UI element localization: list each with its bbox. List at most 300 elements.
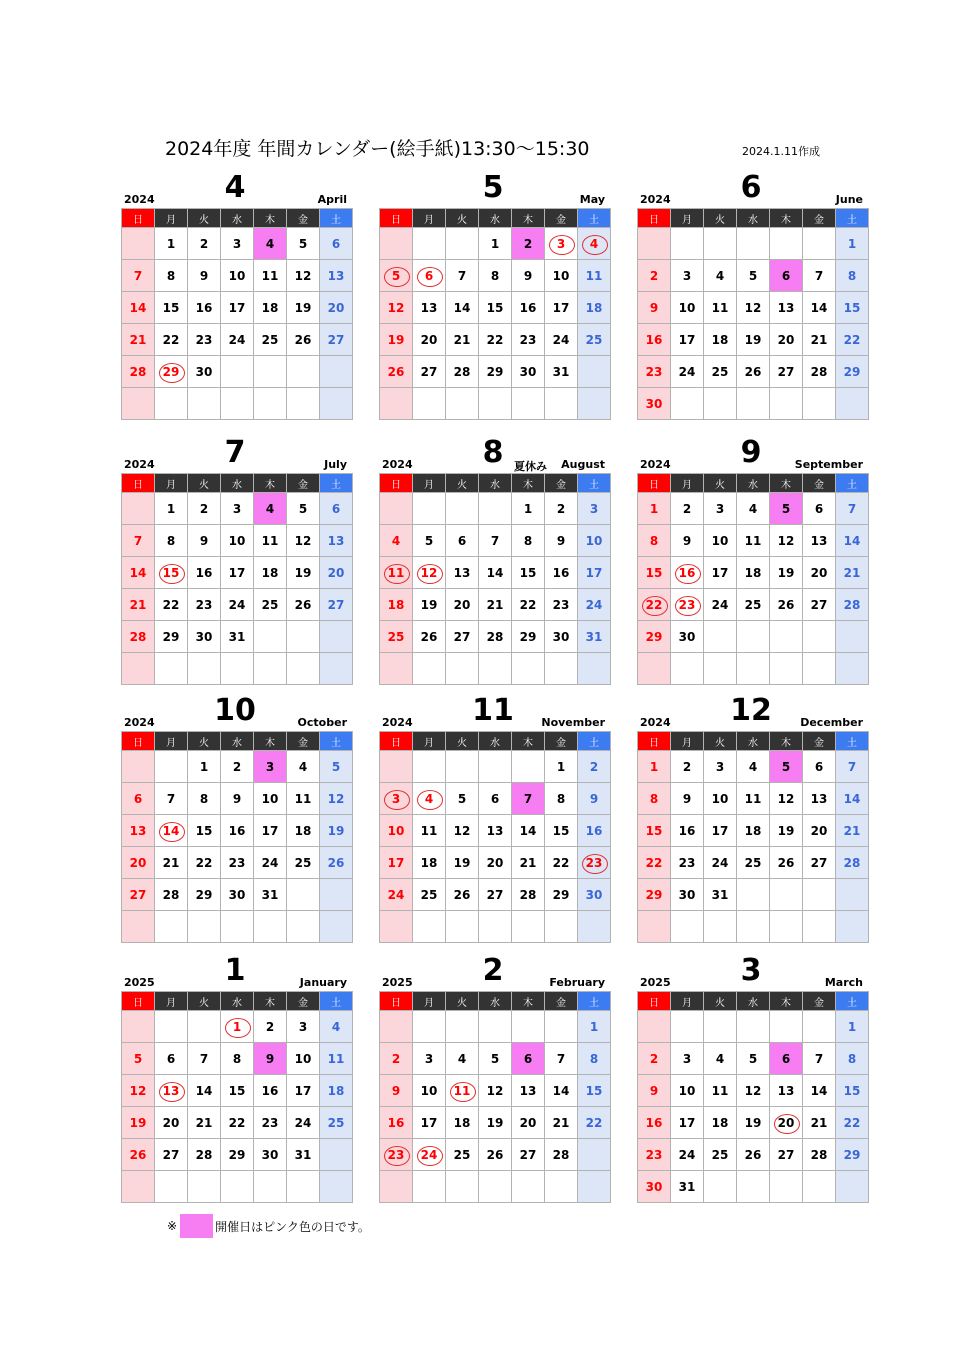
day-number: 5: [298, 501, 308, 516]
day-cell: [221, 557, 254, 589]
day-cell: [380, 1075, 413, 1107]
empty-cell: [413, 1011, 446, 1043]
week-row: [638, 356, 869, 388]
day-number: 4: [298, 759, 308, 774]
day-cell: [671, 292, 704, 324]
weekday-label: 火: [704, 474, 737, 493]
empty-cell: [545, 1171, 578, 1203]
empty-cell: [578, 356, 611, 388]
month-november: [379, 693, 607, 943]
note-mark: ※: [167, 1219, 178, 1233]
day-cell: [671, 815, 704, 847]
day-number: 1: [523, 501, 533, 516]
day-cell: [803, 751, 836, 783]
day-number: 30: [678, 887, 696, 902]
weekday-label: 火: [188, 732, 221, 751]
month-header: [379, 693, 607, 731]
circled-day-number: 5: [391, 268, 401, 283]
week-row: [380, 388, 611, 420]
weekday-label: 木: [512, 732, 545, 751]
day-number: 27: [777, 1147, 795, 1162]
day-cell: [155, 879, 188, 911]
day-cell: [446, 847, 479, 879]
day-number: 16: [195, 300, 213, 315]
weekday-label: 金: [287, 992, 320, 1011]
day-cell: [320, 260, 353, 292]
empty-cell: [737, 388, 770, 420]
day-cell: [287, 1043, 320, 1075]
day-number: 24: [678, 364, 696, 379]
weekday-label: 火: [704, 992, 737, 1011]
day-cell: [380, 1107, 413, 1139]
day-cell: [836, 228, 869, 260]
week-row: [122, 847, 353, 879]
day-cell: [413, 589, 446, 621]
day-cell: [770, 493, 803, 525]
day-cell: [287, 815, 320, 847]
day-cell: [671, 621, 704, 653]
day-number: 9: [199, 268, 209, 283]
empty-cell: [287, 356, 320, 388]
empty-cell: [446, 228, 479, 260]
day-cell: [320, 783, 353, 815]
day-number: 1: [847, 1019, 857, 1034]
week-row: [638, 260, 869, 292]
day-number: 6: [781, 1051, 791, 1066]
day-number: 11: [261, 268, 279, 283]
empty-cell: [287, 388, 320, 420]
day-number: 27: [162, 1147, 180, 1162]
day-number: 22: [486, 332, 504, 347]
weekday-label: 金: [545, 732, 578, 751]
day-number: 24: [228, 332, 246, 347]
day-number: 25: [327, 1115, 345, 1130]
day-number: 12: [744, 300, 762, 315]
empty-cell: [320, 653, 353, 685]
day-cell: [122, 1043, 155, 1075]
day-cell: [221, 1139, 254, 1171]
weekday-label: 金: [803, 474, 836, 493]
day-cell: [770, 525, 803, 557]
day-cell: [122, 847, 155, 879]
circled-day-number: 4: [424, 791, 434, 806]
empty-cell: [704, 1011, 737, 1043]
day-number: 9: [556, 533, 566, 548]
circled-day-number: 4: [589, 236, 599, 251]
day-number: 25: [294, 855, 312, 870]
month-name: June: [835, 193, 863, 206]
day-cell: [188, 324, 221, 356]
day-number: 3: [682, 268, 692, 283]
day-cell: [380, 356, 413, 388]
day-number: 7: [199, 1051, 209, 1066]
day-number: 16: [228, 823, 246, 838]
empty-cell: [578, 653, 611, 685]
empty-cell: [155, 653, 188, 685]
day-number: 24: [387, 887, 405, 902]
day-cell: [413, 879, 446, 911]
day-number: 6: [814, 501, 824, 516]
day-number: 17: [294, 1083, 312, 1098]
day-number: 18: [744, 565, 762, 580]
week-row: [638, 324, 869, 356]
week-row: [122, 589, 353, 621]
month-grid: [379, 991, 611, 1203]
day-cell: [155, 356, 188, 388]
day-number: 8: [649, 791, 659, 806]
month-number: 10: [214, 693, 256, 728]
day-cell: [380, 589, 413, 621]
month-name: February: [549, 976, 605, 989]
day-cell: [578, 1011, 611, 1043]
day-cell: [803, 589, 836, 621]
week-row: [638, 1043, 869, 1075]
day-number: 26: [486, 1147, 504, 1162]
day-cell: [122, 621, 155, 653]
empty-cell: [254, 388, 287, 420]
day-cell: [320, 228, 353, 260]
day-number: 26: [294, 332, 312, 347]
day-cell: [638, 879, 671, 911]
weekday-label: 月: [413, 992, 446, 1011]
pink-swatch: [180, 1214, 213, 1238]
week-row: [122, 228, 353, 260]
day-number: 24: [585, 597, 603, 612]
day-cell: [737, 815, 770, 847]
day-number: 2: [682, 759, 692, 774]
day-cell: [836, 783, 869, 815]
day-cell: [254, 783, 287, 815]
day-cell: [578, 783, 611, 815]
day-cell: [155, 493, 188, 525]
week-row: [122, 356, 353, 388]
empty-cell: [512, 911, 545, 943]
empty-cell: [380, 493, 413, 525]
day-number: 7: [457, 268, 467, 283]
week-row: [380, 783, 611, 815]
day-number: 1: [199, 759, 209, 774]
day-cell: [578, 1043, 611, 1075]
day-cell: [770, 292, 803, 324]
day-number: 30: [585, 887, 603, 902]
weekday-label: 日: [122, 474, 155, 493]
day-cell: [320, 1075, 353, 1107]
weekday-label: 土: [836, 732, 869, 751]
day-cell: [446, 879, 479, 911]
empty-cell: [320, 356, 353, 388]
day-cell: [638, 783, 671, 815]
empty-cell: [737, 1011, 770, 1043]
day-cell: [512, 356, 545, 388]
day-number: 19: [129, 1115, 147, 1130]
day-number: 15: [228, 1083, 246, 1098]
day-cell: [770, 324, 803, 356]
month-number: 7: [224, 435, 246, 470]
day-number: 21: [810, 1115, 828, 1130]
month-header: [637, 170, 865, 208]
weekday-header: [122, 474, 353, 493]
empty-cell: [671, 388, 704, 420]
day-cell: [413, 847, 446, 879]
day-cell: [380, 847, 413, 879]
day-number: 10: [420, 1083, 438, 1098]
day-cell: [578, 879, 611, 911]
empty-cell: [320, 879, 353, 911]
month-name: April: [317, 193, 347, 206]
day-number: 19: [744, 332, 762, 347]
weekday-header: [380, 209, 611, 228]
day-number: 10: [294, 1051, 312, 1066]
day-number: 28: [486, 629, 504, 644]
day-number: 19: [486, 1115, 504, 1130]
day-cell: [287, 783, 320, 815]
weekday-label: 土: [836, 992, 869, 1011]
day-cell: [320, 493, 353, 525]
day-cell: [254, 493, 287, 525]
day-number: 18: [453, 1115, 471, 1130]
day-cell: [545, 356, 578, 388]
month-june: [637, 170, 865, 420]
empty-cell: [446, 388, 479, 420]
day-cell: [545, 324, 578, 356]
day-number: 16: [645, 1115, 663, 1130]
weekday-label: 木: [512, 474, 545, 493]
week-row: [380, 879, 611, 911]
day-cell: [287, 1139, 320, 1171]
day-number: 8: [523, 533, 533, 548]
week-row: [638, 815, 869, 847]
circled-day-number: 22: [645, 597, 663, 612]
weekday-header: [122, 992, 353, 1011]
day-number: 26: [387, 364, 405, 379]
empty-cell: [638, 228, 671, 260]
day-number: 1: [649, 501, 659, 516]
weekday-label: 木: [254, 474, 287, 493]
day-cell: [479, 292, 512, 324]
day-cell: [704, 589, 737, 621]
week-row: [380, 621, 611, 653]
empty-cell: [413, 493, 446, 525]
day-number: 29: [843, 1147, 861, 1162]
day-number: 6: [523, 1051, 533, 1066]
day-cell: [188, 228, 221, 260]
day-number: 21: [810, 332, 828, 347]
day-number: 25: [261, 332, 279, 347]
empty-cell: [512, 751, 545, 783]
week-row: [380, 751, 611, 783]
day-cell: [479, 260, 512, 292]
day-cell: [479, 1107, 512, 1139]
weekday-header: [638, 209, 869, 228]
day-number: 20: [420, 332, 438, 347]
day-cell: [671, 260, 704, 292]
empty-cell: [221, 388, 254, 420]
empty-cell: [221, 1171, 254, 1203]
empty-cell: [413, 653, 446, 685]
day-cell: [770, 815, 803, 847]
empty-cell: [737, 228, 770, 260]
day-cell: [578, 589, 611, 621]
week-row: [380, 815, 611, 847]
weekday-label: 水: [737, 209, 770, 228]
empty-cell: [545, 1011, 578, 1043]
empty-cell: [446, 1171, 479, 1203]
day-number: 22: [228, 1115, 246, 1130]
day-cell: [512, 1107, 545, 1139]
day-cell: [704, 1043, 737, 1075]
month-grid: [379, 208, 611, 420]
week-row: [122, 1139, 353, 1171]
circled-day-number: 16: [678, 565, 696, 580]
day-number: 2: [556, 501, 566, 516]
weekday-label: 水: [479, 992, 512, 1011]
day-cell: [512, 260, 545, 292]
day-number: 7: [133, 268, 143, 283]
weekday-header: [122, 732, 353, 751]
weekday-label: 水: [479, 732, 512, 751]
day-cell: [737, 847, 770, 879]
empty-cell: [512, 653, 545, 685]
day-cell: [512, 879, 545, 911]
day-number: 30: [228, 887, 246, 902]
day-cell: [446, 292, 479, 324]
day-number: 11: [711, 300, 729, 315]
week-row: [122, 557, 353, 589]
month-grid: [379, 473, 611, 685]
day-number: 5: [331, 759, 341, 774]
month-name: January: [299, 976, 347, 989]
day-cell: [671, 1075, 704, 1107]
day-cell: [479, 324, 512, 356]
day-number: 28: [519, 887, 537, 902]
day-cell: [737, 589, 770, 621]
day-number: 22: [552, 855, 570, 870]
circled-day-number: 24: [420, 1147, 438, 1162]
day-cell: [155, 847, 188, 879]
day-number: 5: [457, 791, 467, 806]
day-number: 3: [424, 1051, 434, 1066]
month-header: [379, 953, 607, 991]
day-cell: [704, 356, 737, 388]
week-row: [380, 557, 611, 589]
day-cell: [287, 228, 320, 260]
weekday-label: 月: [671, 209, 704, 228]
day-cell: [803, 356, 836, 388]
day-cell: [704, 783, 737, 815]
day-number: 6: [331, 501, 341, 516]
day-cell: [380, 292, 413, 324]
day-number: 7: [490, 533, 500, 548]
month-december: [637, 693, 865, 943]
day-cell: [122, 260, 155, 292]
empty-cell: [446, 653, 479, 685]
day-cell: [221, 879, 254, 911]
day-cell: [578, 847, 611, 879]
day-number: 12: [294, 533, 312, 548]
empty-cell: [638, 911, 671, 943]
empty-cell: [512, 1171, 545, 1203]
day-number: 12: [744, 1083, 762, 1098]
day-cell: [122, 356, 155, 388]
day-number: 4: [265, 236, 275, 251]
month-august: [379, 435, 607, 685]
day-number: 18: [711, 1115, 729, 1130]
month-grid: [121, 991, 353, 1203]
empty-cell: [770, 879, 803, 911]
empty-cell: [122, 911, 155, 943]
weekday-label: 日: [380, 992, 413, 1011]
day-number: 13: [777, 300, 795, 315]
empty-cell: [380, 388, 413, 420]
weekday-label: 木: [512, 209, 545, 228]
empty-cell: [479, 911, 512, 943]
empty-cell: [380, 1011, 413, 1043]
week-row: [380, 260, 611, 292]
year-label: 2024: [124, 458, 155, 471]
day-number: 13: [327, 268, 345, 283]
day-number: 14: [843, 791, 861, 806]
empty-cell: [380, 911, 413, 943]
day-number: 19: [453, 855, 471, 870]
year-label: 2024: [640, 193, 671, 206]
day-number: 19: [420, 597, 438, 612]
weekday-label: 月: [155, 732, 188, 751]
day-cell: [254, 1011, 287, 1043]
day-number: 3: [715, 501, 725, 516]
day-cell: [188, 1107, 221, 1139]
week-row: [638, 1011, 869, 1043]
day-number: 15: [162, 300, 180, 315]
day-cell: [737, 493, 770, 525]
day-number: 24: [552, 332, 570, 347]
circled-day-number: 11: [387, 565, 405, 580]
day-number: 22: [585, 1115, 603, 1130]
empty-cell: [671, 653, 704, 685]
month-october: [121, 693, 349, 943]
day-cell: [287, 292, 320, 324]
day-cell: [545, 1139, 578, 1171]
day-number: 15: [645, 565, 663, 580]
day-cell: [287, 260, 320, 292]
month-september: [637, 435, 865, 685]
month-july: [121, 435, 349, 685]
day-cell: [254, 847, 287, 879]
empty-cell: [479, 1171, 512, 1203]
day-cell: [671, 525, 704, 557]
day-number: 26: [327, 855, 345, 870]
empty-cell: [122, 388, 155, 420]
day-number: 21: [486, 597, 504, 612]
day-cell: [287, 1075, 320, 1107]
day-cell: [254, 1139, 287, 1171]
day-number: 2: [265, 1019, 275, 1034]
week-row: [638, 1139, 869, 1171]
empty-cell: [803, 911, 836, 943]
day-number: 9: [523, 268, 533, 283]
day-cell: [155, 1139, 188, 1171]
day-cell: [638, 260, 671, 292]
weekday-label: 水: [221, 209, 254, 228]
day-number: 30: [519, 364, 537, 379]
day-cell: [155, 292, 188, 324]
week-row: [122, 621, 353, 653]
day-number: 7: [814, 1051, 824, 1066]
day-cell: [770, 356, 803, 388]
empty-cell: [155, 1171, 188, 1203]
day-number: 10: [711, 791, 729, 806]
day-cell: [446, 557, 479, 589]
weekday-label: 金: [545, 209, 578, 228]
